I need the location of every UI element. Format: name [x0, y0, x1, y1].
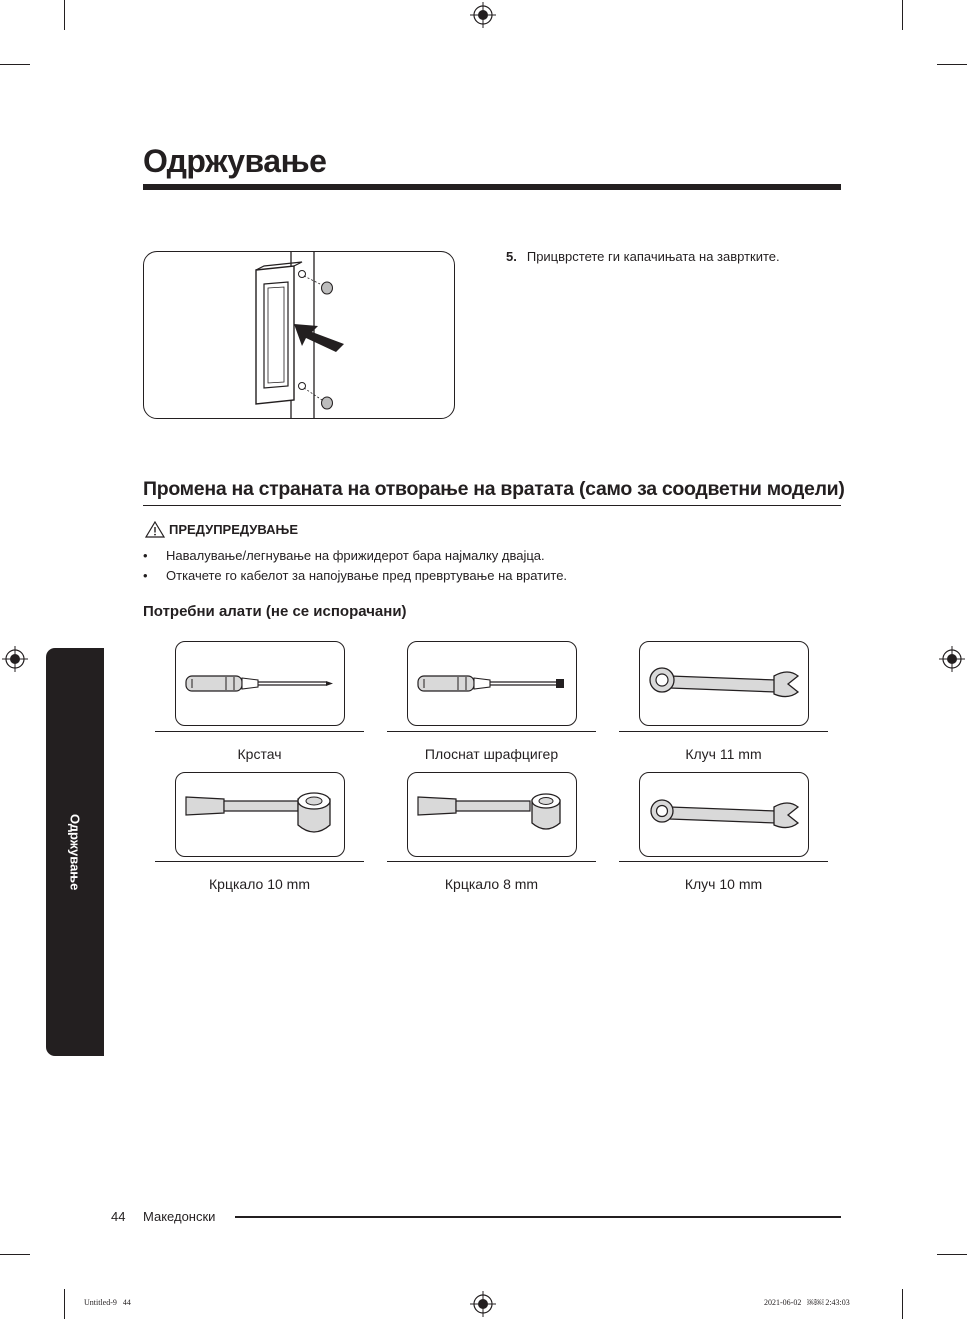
footer-rule	[235, 1216, 841, 1218]
step-5	[506, 249, 780, 264]
crop-mark	[0, 64, 30, 65]
registration-mark-icon	[939, 646, 965, 672]
tool-label-wrench-11: Клуч 11 mm	[685, 746, 762, 762]
section-rule	[143, 505, 841, 506]
tool-image-ratchet-8	[407, 772, 577, 857]
ratchet-icon	[176, 773, 344, 856]
tool-image-wrench-10	[639, 772, 809, 857]
tool-rule	[387, 861, 596, 862]
crop-mark	[937, 1254, 967, 1255]
tool-rule	[619, 861, 828, 862]
phillips-screwdriver-icon	[176, 642, 344, 725]
page-number: 44	[111, 1209, 126, 1224]
tool-label-wrench-10: Клуч 10 mm	[684, 876, 763, 892]
footer-language: Македонски	[143, 1209, 216, 1224]
tool-rule	[619, 731, 828, 732]
flat-screwdriver-icon	[408, 642, 576, 725]
tool-label-flat: Плоснат шрафцигер	[424, 746, 559, 762]
door-handle-illustration	[144, 252, 454, 418]
side-tab-label: Одржување	[67, 813, 83, 891]
ratchet-icon	[408, 773, 576, 856]
crop-mark	[64, 0, 65, 30]
crop-mark	[902, 0, 903, 30]
registration-mark-icon	[470, 2, 496, 28]
title-rule	[143, 184, 841, 190]
wrench-icon	[640, 773, 808, 856]
tool-rule	[155, 731, 364, 732]
crop-mark	[902, 1289, 903, 1319]
tool-rule	[155, 861, 364, 862]
tool-image-phillips	[175, 641, 345, 726]
tool-image-wrench-11	[639, 641, 809, 726]
warning-heading	[145, 521, 298, 538]
print-slug-right: 2021-06-02 ￼￼ 2:43:03	[764, 1298, 850, 1307]
warning-triangle-icon	[145, 521, 165, 538]
wrench-icon	[640, 642, 808, 725]
tool-rule	[387, 731, 596, 732]
step-number: 5.	[506, 249, 517, 264]
registration-mark-icon	[2, 646, 28, 672]
tool-label-phillips: Крстач	[237, 746, 282, 762]
crop-mark	[937, 64, 967, 65]
tool-image-ratchet-10	[175, 772, 345, 857]
tools-heading: Потребни алати (не се испорачани)	[143, 603, 407, 620]
section-heading: Промена на страната на отворање на вратата (само за соодветни модели)	[143, 478, 845, 500]
registration-mark-icon	[470, 1291, 496, 1317]
print-slug-left: Untitled-9 44	[84, 1298, 131, 1307]
crop-mark	[64, 1289, 65, 1319]
door-handle-figure	[143, 251, 455, 419]
tool-image-flat	[407, 641, 577, 726]
list-item: • Откачете го кабелот за напојување пред превртување на вратите.	[143, 568, 568, 583]
warning-list	[143, 546, 567, 586]
warning-label: ПРЕДУПРЕДУВАЊЕ	[169, 522, 298, 537]
side-tab	[46, 648, 104, 1056]
page-title: Одржување	[143, 143, 327, 179]
crop-mark	[0, 1254, 30, 1255]
step-text: Прицврстете ги капачињата на завртките.	[526, 249, 780, 264]
tool-label-ratchet-10: Крцкало 10 mm	[209, 876, 310, 892]
tool-label-ratchet-8: Крцкало 8 mm	[444, 876, 539, 892]
list-item: • Навалување/легнување на фрижидерот бара најмалку двајца.	[143, 548, 545, 563]
